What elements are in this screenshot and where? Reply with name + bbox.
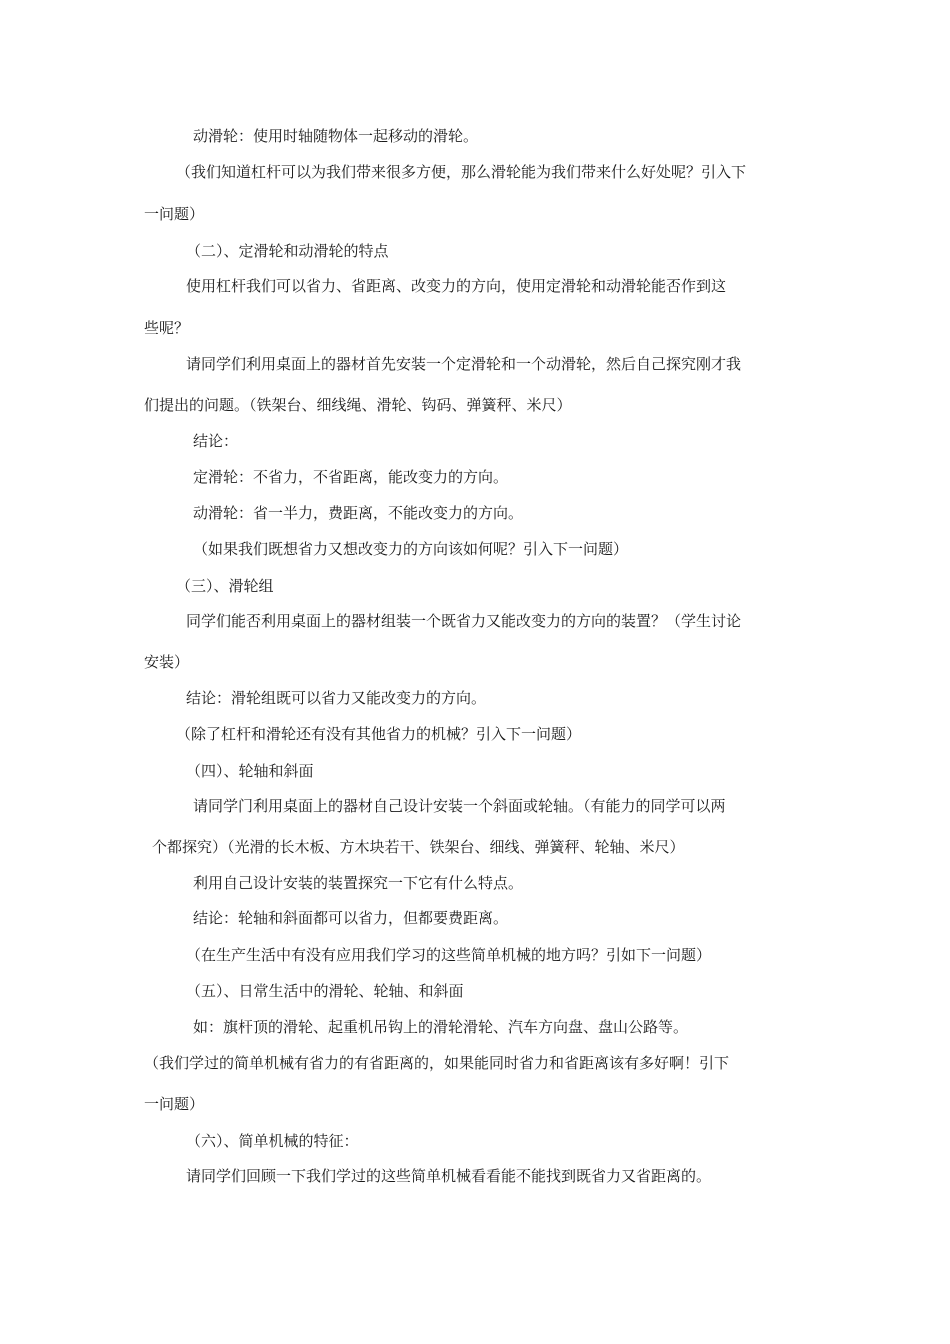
text-line: （除了杠杆和滑轮还有没有其他省力的机械？引入下一问题）: [176, 725, 582, 743]
text-line: 们提出的问题。（铁架台、细线绳、滑轮、钩码、弹簧秤、米尺）: [144, 396, 572, 414]
text-line: 一问题）: [144, 1095, 205, 1113]
text-line: 请同学门利用桌面上的器材自己设计安装一个斜面或轮轴。（有能力的同学可以两: [193, 797, 726, 815]
text-line: 请同学们利用桌面上的器材首先安装一个定滑轮和一个动滑轮，然后自己探究刚才我: [186, 355, 742, 373]
text-line: 请同学们回顾一下我们学过的这些简单机械看看能不能找到既省力又省距离的。: [186, 1167, 712, 1185]
text-line: 些呢？: [144, 319, 190, 337]
text-line: 使用杠杆我们可以省力、省距离、改变力的方向，使用定滑轮和动滑轮能否作到这: [186, 277, 727, 295]
text-line: （我们知道杠杆可以为我们带来很多方便，那么滑轮能为我们带来什么好处呢？引入下: [176, 163, 747, 181]
text-line: 结论：滑轮组既可以省力又能改变力的方向。: [186, 689, 487, 707]
text-line: 动滑轮：省一半力，费距离，不能改变力的方向。: [193, 504, 524, 522]
text-line: 定滑轮：不省力，不省距离，能改变力的方向。: [193, 468, 509, 486]
text-line: 动滑轮：使用时轴随物体一起移动的滑轮。: [193, 127, 479, 145]
text-line: （如果我们既想省力又想改变力的方向该如何呢？引入下一问题）: [193, 540, 629, 558]
text-line: 利用自己设计安装的装置探究一下它有什么特点。: [193, 874, 524, 892]
text-line: 安装）: [144, 653, 190, 671]
section-heading: （四）、轮轴和斜面: [186, 762, 314, 780]
section-heading: （二）、定滑轮和动滑轮的特点: [186, 242, 389, 260]
text-line: 如：旗杆顶的滑轮、起重机吊钩上的滑轮滑轮、汽车方向盘、盘山公路等。: [193, 1018, 689, 1036]
text-line: 一问题）: [144, 205, 205, 223]
text-line: 结论：轮轴和斜面都可以省力，但都要费距离。: [193, 909, 509, 927]
text-line: 同学们能否利用桌面上的器材组装一个既省力又能改变力的方向的装置？（学生讨论: [186, 612, 742, 630]
section-heading: （三）、滑轮组: [176, 577, 274, 595]
section-heading: （五）、日常生活中的滑轮、轮轴、和斜面: [186, 982, 464, 1000]
text-line: （我们学过的简单机械有省力的有省距离的，如果能同时省力和省距离该有多好啊！引下: [144, 1054, 730, 1072]
text-line: 结论：: [193, 432, 239, 450]
text-line: 个都探究）（光滑的长木板、方木块若干、铁架台、细线、弹簧秤、轮轴、米尺）: [152, 838, 685, 856]
text-line: （在生产生活中有没有应用我们学习的这些简单机械的地方吗？引如下一问题）: [186, 946, 712, 964]
section-heading: （六）、简单机械的特征：: [186, 1132, 359, 1150]
